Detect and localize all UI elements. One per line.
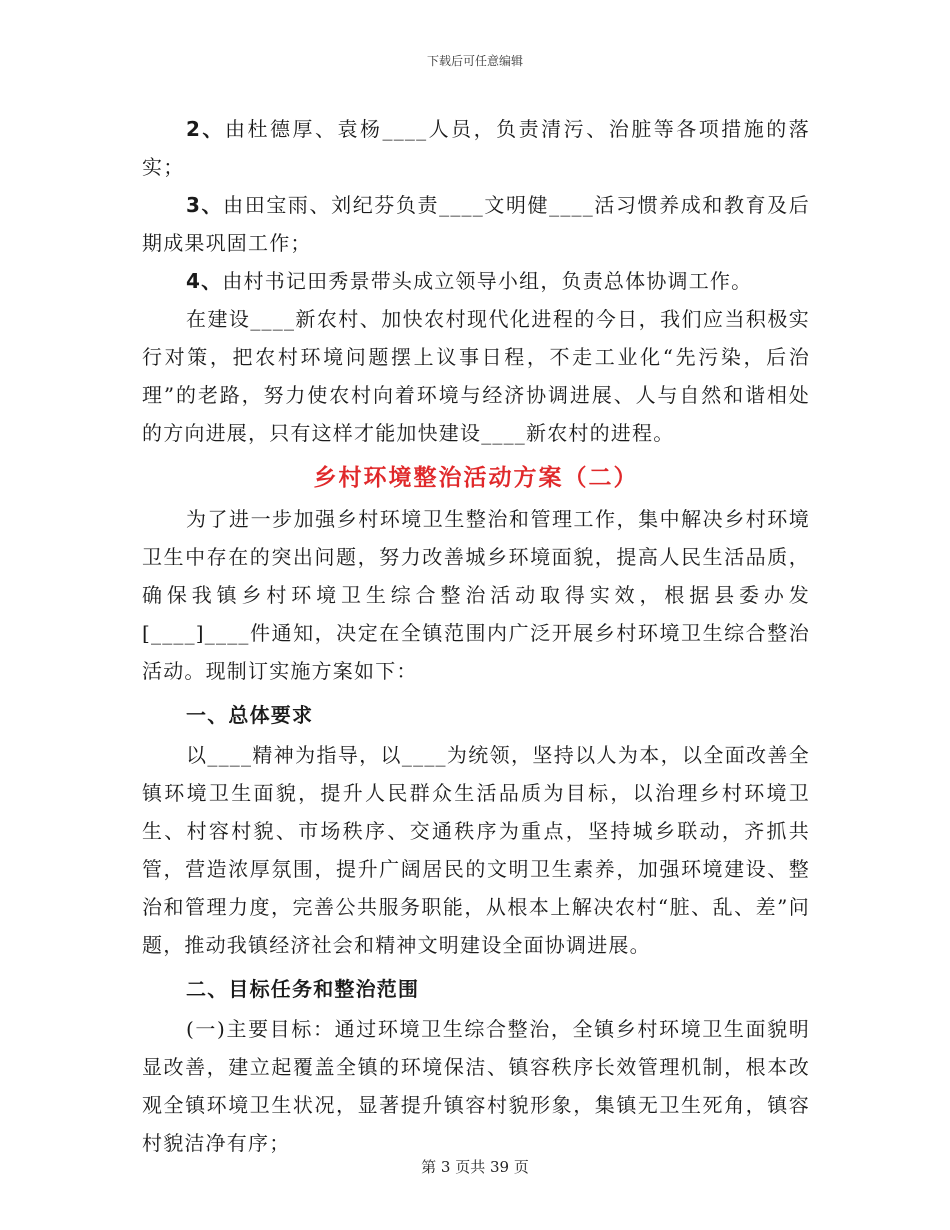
section-title: 乡村环境整治活动方案（二） [313,464,639,491]
list-text: 由杜德厚、袁杨____人员，负责清污、治脏等各项措施的落实； [142,117,810,179]
page-footer: 第 3 页共 39 页 [421,1158,529,1176]
list-number: 2、 [186,117,225,141]
list-item-4 [142,262,810,300]
list-text: 由村书记田秀景带头成立领导小组，负责总体协调工作。 [222,269,753,293]
heading-general-requirements: 一、总体要求 [186,703,314,727]
general-requirements-paragraph: 以____精神为指导，以____为统领，坚持以人为本，以全面改善全镇环境卫生面貌，提升人民群众生活品质为目标，以治理乡村环境卫生、村容村貌、市场秩序、交通秩序为重点，坚持城乡联动，齐抓共管，营造浓厚氛围，提升广阔居民的文明卫生素养，加强环境建设、整治和管理力度，完善公共服务职能，从根本上解决农村“脏、乱、差”问题，推动我镇经济社会和精神文明建设全面协调进展。 [142,743,810,957]
list-number: 3、 [186,193,224,217]
heading-targets-scope: 二、目标任务和整治范围 [186,977,420,1001]
intro-paragraph: 为了进一步加强乡村环境卫生整治和管理工作，集中解决乡村环境卫生中存在的突出问题，努力改善城乡环境面貌，提高人民生活品质，确保我镇乡村环境卫生综合整治活动取得实效，根据县委办发[____]____件通知，决定在全镇范围内广泛开展乡村环境卫生综合整治活动。现制订实施方案如下： [142,507,810,683]
list-text: 由田宝雨、刘纪芬负责____文明健____活习惯养成和教育及后期成果巩固工作； [142,193,810,255]
list-item-2 [142,110,810,186]
page-header: 下载后可任意编辑 [426,54,523,68]
closing-paragraph: 在建设____新农村、加快农村现代化进程的今日，我们应当积极实行对策，把农村环境问题摆上议事日程，不走工业化“先污染，后治理”的老路，努力使农村向着环境与经济协调进展、人与自然和谐相处的方向进展，只有这样才能加快建设____新农村的进程。 [142,307,810,445]
list-number: 4、 [186,269,223,293]
main-goal-paragraph: (一)主要目标：通过环境卫生综合整治，全镇乡村环境卫生面貌明显改善，建立起覆盖全镇的环境保洁、镇容秩序长效管理机制，根本改观全镇环境卫生状况，显著提升镇容村貌形象，集镇无卫生死角，镇容村貌洁净有序； [142,1017,810,1155]
document-body [142,110,810,1162]
list-item-3 [142,186,810,262]
